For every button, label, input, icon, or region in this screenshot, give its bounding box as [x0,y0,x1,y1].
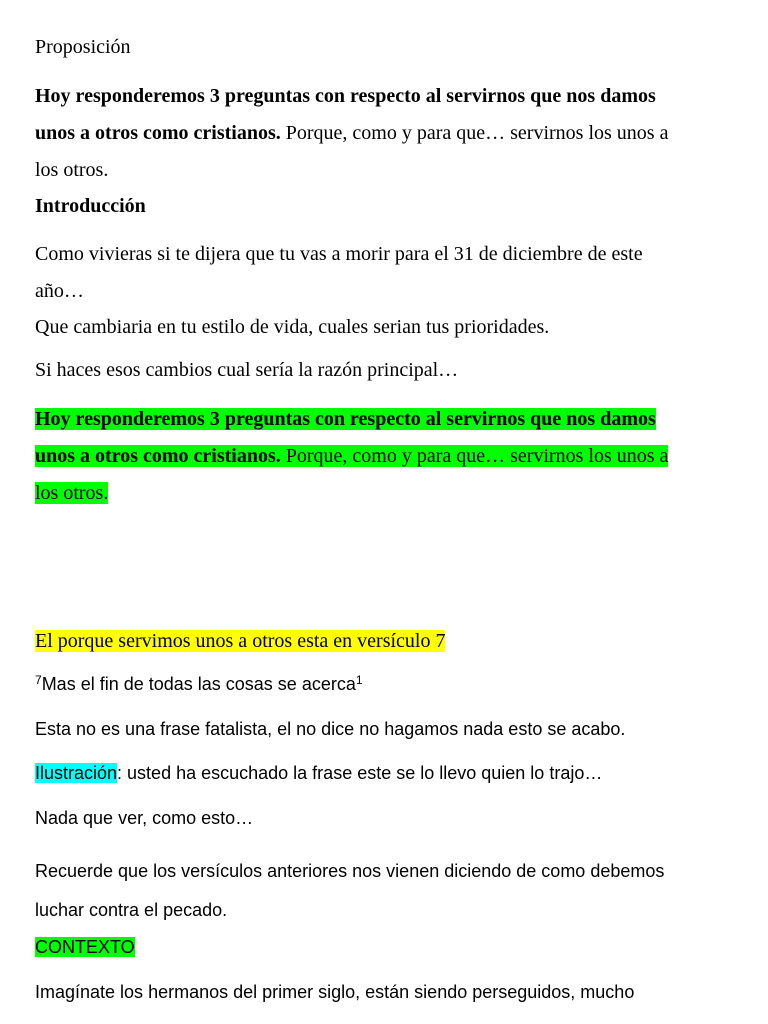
recuerde-line-2: luchar contra el pecado. [35,900,228,920]
imaginate-paragraph [35,982,735,1003]
verse-7 [35,674,735,695]
hl-line-1 [35,401,735,438]
porque-heading [35,630,735,653]
hl-line-1-mark [35,408,656,430]
porque-heading-text: El porque servimos unos a otros esta en versículo 7 [35,630,446,652]
heading-proposicion-text: Proposición [35,36,131,58]
heading-proposicion [35,36,735,59]
ilustracion-paragraph [35,763,735,784]
contexto-text: CONTEXTO [35,937,135,957]
intro-line-1: Como vivieras si te dijera que tu vas a morir para el 31 de diciembre de este [35,243,643,265]
prop-line-1 [35,78,735,115]
nada-que-ver-paragraph [35,808,735,829]
hl-line-2-mark [35,445,668,467]
fatalista-text: Esta no es una frase fatalista, el no dice no hagamos nada esto se acabo. [35,719,626,739]
hl-line-1-bold: Hoy responderemos 3 preguntas con respecto al servirnos que nos damos [35,408,656,430]
prop-line-2-bold: unos a otros como cristianos. [35,122,281,144]
hl-line-2-rest: Porque, como y para que… servirnos los unos a [280,445,669,467]
prop-line-2 [35,115,735,152]
proposition-paragraph [35,78,735,189]
intro-paragraph-2 [35,316,735,339]
heading-introduccion-text: Introducción [35,195,146,217]
hl-line-3 [35,475,735,512]
footnote-reference[interactable]: 1 [355,673,363,687]
prop-line-3-text: los otros. [35,159,109,181]
recuerde-paragraph [35,852,735,930]
verse-text: Mas el fin de todas las cosas se acerca [41,674,356,694]
imaginate-text: Imagínate los hermanos del primer siglo, están siendo perseguidos, mucho [35,982,635,1002]
ilustracion-label: Ilustración [35,763,118,783]
recuerde-line-1: Recuerde que los versículos anteriores nos vienen diciendo de como debemos [35,861,665,881]
hl-line-2-bold: unos a otros como cristianos. [35,445,281,467]
hl-line-2 [35,438,735,475]
prop-line-1-bold: Hoy responderemos 3 preguntas con respecto al servirnos que nos damos [35,85,656,107]
ilustracion-text: : usted ha escuchado la frase este se lo llevo quien lo trajo… [117,763,603,783]
prop-line-3 [35,152,735,189]
intro-paragraph-3-text: Si haces esos cambios cual sería la razón principal… [35,359,459,381]
intro-paragraph-2-text: Que cambiaria en tu estilo de vida, cuales serian tus prioridades. [35,316,550,338]
prop-line-2-rest: Porque, como y para que… servirnos los unos a [280,122,669,144]
nada-que-ver-text: Nada que ver, como esto… [35,808,254,828]
intro-paragraph-1 [35,236,735,310]
contexto-heading [35,937,735,958]
highlighted-proposition [35,401,735,512]
intro-paragraph-3 [35,359,735,382]
intro-line-2: año… [35,280,84,302]
verse-number: 7 [35,673,42,687]
fatalista-paragraph [35,719,735,740]
heading-introduccion [35,195,735,218]
hl-line-3-mark: los otros. [35,482,109,504]
